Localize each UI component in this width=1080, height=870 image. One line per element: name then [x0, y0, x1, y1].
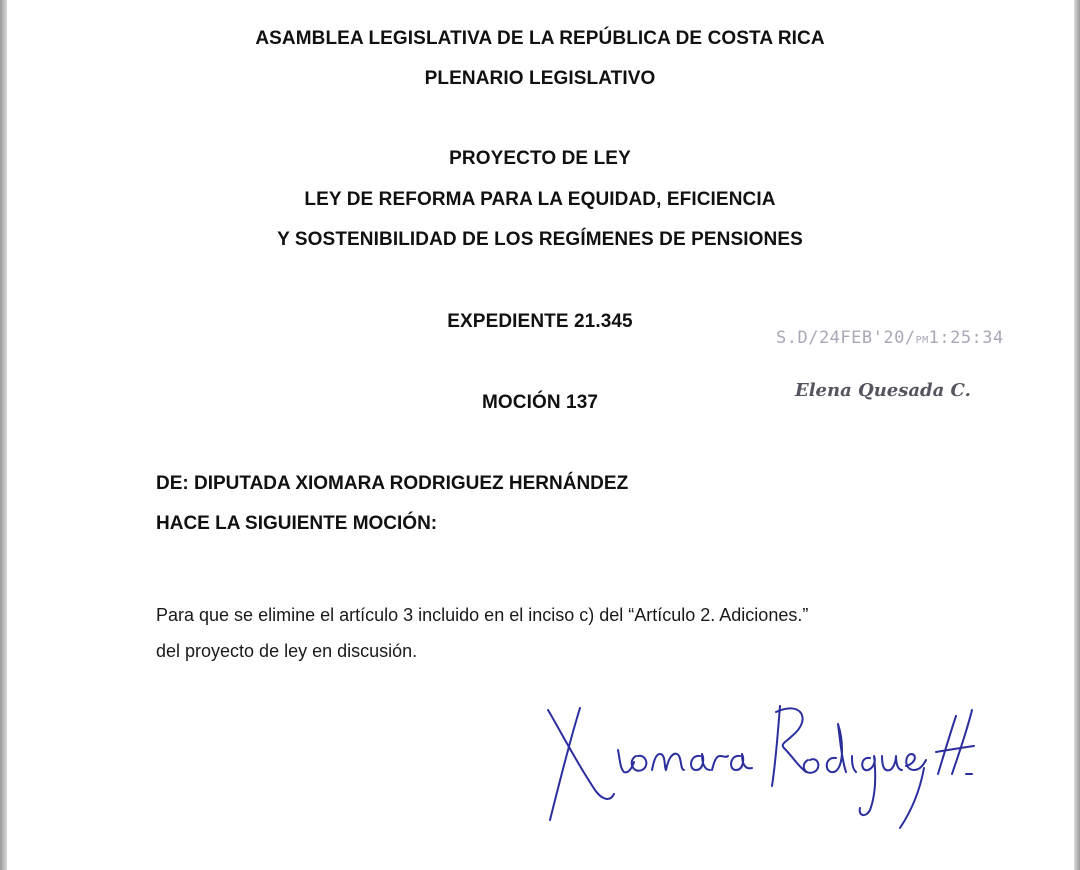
bill-title-line-2: Y SOSTENIBILIDAD DE LOS REGÍMENES DE PENSIONES — [277, 229, 803, 250]
stamp-code: S.D/24FEB'20/ — [776, 328, 916, 348]
motion-action: HACE LA SIGUIENTE MOCIÓN: — [156, 513, 438, 534]
reception-stamp — [776, 328, 1004, 348]
plenary-heading: PLENARIO LEGISLATIVO — [424, 68, 656, 89]
motion-text-line-1: Para que se elimine el artículo 3 incluido en el inciso c) del “Artículo 2. Adiciones.” — [156, 605, 809, 625]
motion-text-line-2: del proyecto de ley en discusión. — [156, 641, 418, 661]
file-number: EXPEDIENTE 21.345 — [447, 311, 633, 332]
handwritten-signature — [540, 690, 980, 840]
motion-number: MOCIÓN 137 — [481, 392, 599, 413]
motion-author: DE: DIPUTADA XIOMARA RODRIGUEZ HERNÁNDEZ — [156, 473, 629, 494]
stamp-receiver-name: Elena Quesada C. — [795, 380, 971, 401]
bill-title-line-1: LEY DE REFORMA PARA LA EQUIDAD, EFICIENCIA — [304, 189, 776, 210]
page-edge-right — [1074, 0, 1080, 870]
page-edge-left — [0, 0, 7, 870]
institution-heading: ASAMBLEA LEGISLATIVA DE LA REPÚBLICA DE COSTA RICA — [255, 28, 825, 49]
stamp-ampm: PM — [915, 335, 929, 346]
stamp-time: 1:25:34 — [928, 328, 1004, 348]
bill-type: PROYECTO DE LEY — [449, 148, 631, 169]
